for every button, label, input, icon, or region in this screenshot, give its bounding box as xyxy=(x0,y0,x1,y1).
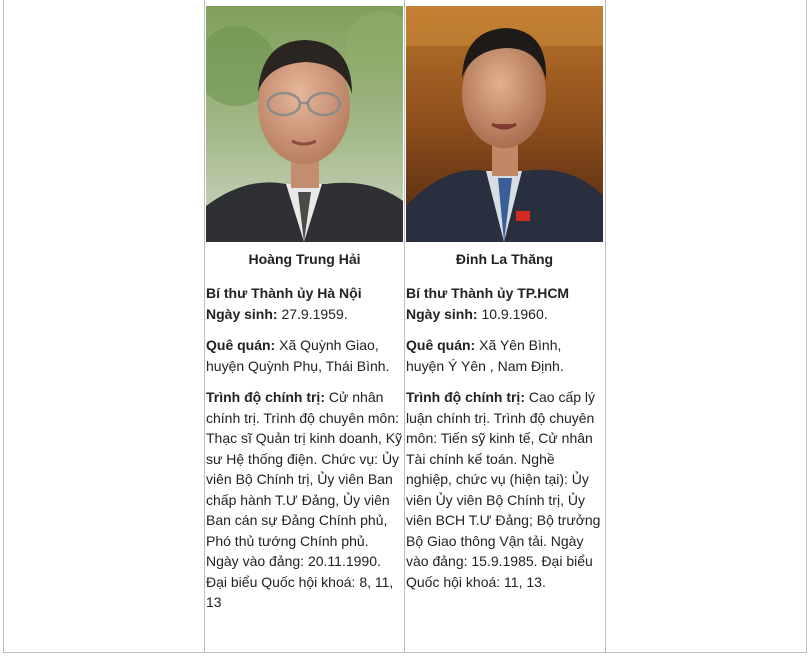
hometown-label: Quê quán: xyxy=(206,337,276,353)
hometown-block xyxy=(406,335,603,376)
date-of-birth xyxy=(206,304,403,325)
politics-value: Cao cấp lý luận chính trị. Trình độ chuyên môn: Tiến sỹ kinh tế, Cử nhân Tài chính kế toán. Nghề nghiệp, chức vụ (hiện tại): Ủy viên Ủy viên Bộ Chính trị, Ủy viên BCH T.Ư Đảng; Bộ trưởng Bộ Giao thông Vận tải. Ngày vào đảng: 15.9.1985. Đại biểu Quốc hội khoá: 11, 13. xyxy=(406,389,601,590)
dob-label: Ngày sinh: xyxy=(406,305,478,322)
position-block xyxy=(406,283,603,324)
dob-value: 27.9.1959. xyxy=(277,305,348,322)
profile-card-hoang-trung-hai xyxy=(206,6,403,613)
politics-label: Trình độ chính trị: xyxy=(206,389,325,405)
portrait-photo xyxy=(406,6,603,242)
politics-label: Trình độ chính trị: xyxy=(406,389,525,405)
portrait-photo xyxy=(206,6,403,242)
person-name: Đinh La Thăng xyxy=(455,251,554,267)
hometown-block xyxy=(206,335,403,376)
hometown-value: Xã Yên Bình, huyện Ý Yên , Nam Định. xyxy=(406,337,564,374)
position-title: Bí thư Thành ủy TP.HCM xyxy=(406,285,570,301)
column-divider xyxy=(404,0,405,653)
date-of-birth xyxy=(406,304,603,325)
dob-label: Ngày sinh: xyxy=(206,305,278,322)
column-divider xyxy=(605,0,606,653)
profile-card-dinh-la-thang xyxy=(406,6,603,592)
politics-value: Cử nhân chính trị. Trình độ chuyên môn: Thạc sĩ Quản trị kinh doanh, Kỹ sư Hệ thống điện. Chức vụ: Ủy viên Bộ Chính trị, Ủy viên Ban chấp hành T.Ư Đảng, Ủy viên Ban cán sự Đảng Chính phủ, Phó thủ tướng Chính phủ. Ngày vào đảng: 20.11.1990. Đại biểu Quốc hội khoá: 8, 11, 13 xyxy=(206,389,403,610)
dob-value: 10.9.1960. xyxy=(477,305,548,322)
hometown-value: Xã Quỳnh Giao, huyện Quỳnh Phụ, Thái Bình. xyxy=(206,337,390,374)
politics-block xyxy=(406,387,603,592)
politics-block xyxy=(206,387,403,613)
profile-table xyxy=(3,0,807,653)
position-title: Bí thư Thành ủy Hà Nội xyxy=(206,285,362,301)
person-name: Hoàng Trung Hải xyxy=(248,251,361,267)
hometown-label: Quê quán: xyxy=(406,337,476,353)
position-block xyxy=(206,283,403,324)
column-divider xyxy=(204,0,205,653)
